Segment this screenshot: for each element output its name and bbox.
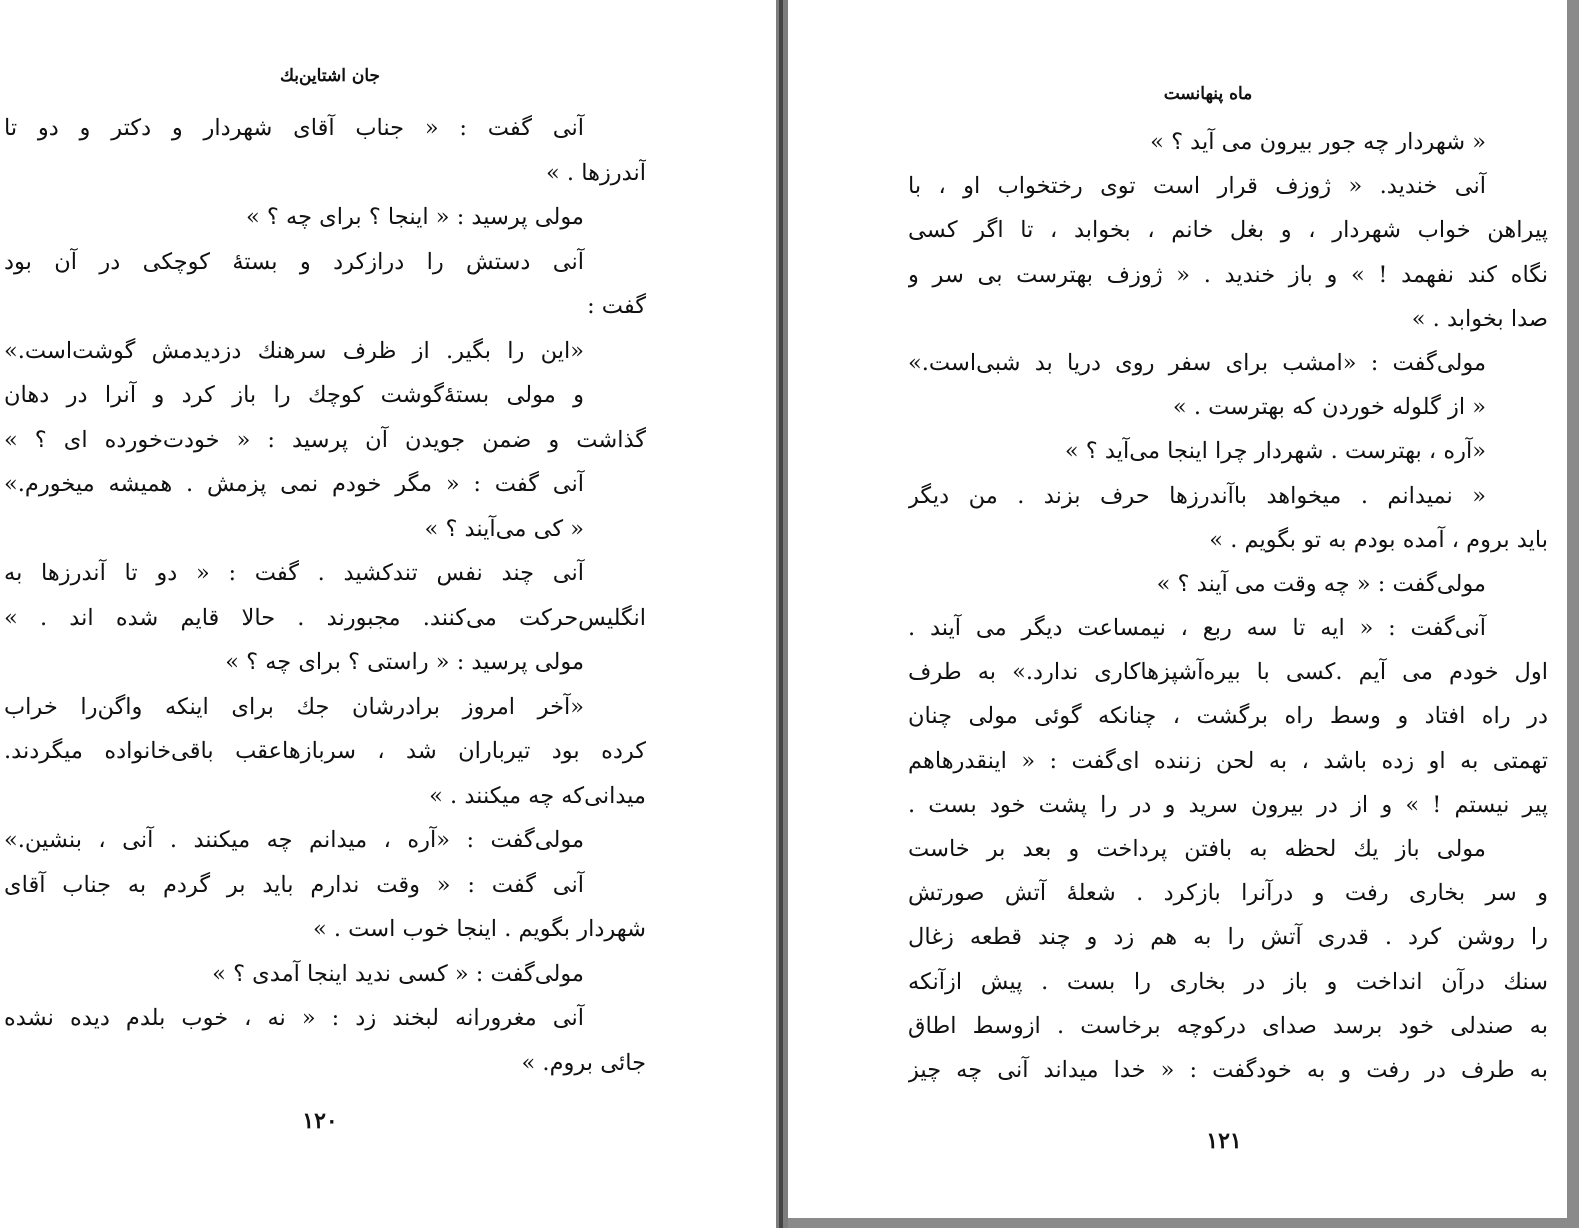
text-line: مولی‌گفت : «آره ، میدانم چه میکنند . آنی ، بنشین.» [4,827,584,853]
right-running-head: ماه پنهانست [1163,84,1253,104]
text-line: آنی چند نفس تندکشید . گفت : « دو تا آندرزها به [4,560,584,586]
text-line: نگاه کند نفهمد ! » و باز خندید . « ژوزف بهترست بی سر و [908,261,1548,288]
right-page-number: ۱۲۱ [1206,1128,1242,1154]
right-page [788,0,1579,1228]
text-line: مولی‌گفت : «امشب برای سفر روی دریا بد شبی‌است.» [908,349,1486,376]
text-line: انگلیس‌حرکت می‌کنند. مجبورند . حالا قایم شده اند . » [4,604,646,631]
text-line: آندرزها . » [546,159,646,186]
text-line: « شهردار چه جور بیرون می آید ؟ » [1150,129,1486,155]
left-page-number: ۱۲۰ [302,1108,338,1134]
text-line: مولی باز یك لحظه به بافتن پرداخت و بعد بر خاست [908,836,1486,862]
text-line: جائی بروم. » [521,1049,646,1076]
text-line: به طرف در رفت و به خودگفت : « خدا میداند آنی چه چیز [908,1056,1548,1083]
text-line: مولی‌گفت : « چه وقت می آیند ؟ » [1156,570,1486,597]
text-line: آنی گفت : « وقت ندارم باید بر گردم به جناب آقای [4,871,584,898]
text-line: آنی‌گفت : « ایه تا سه ربع ، نیمساعت دیگر می آیند . [908,615,1486,642]
text-line: «آره ، بهترست . شهردار چرا اینجا می‌آید ؟ » [1064,438,1486,465]
text-line: پیر نیستم ! » و از در بیرون سرید و در را پشت خود بست . [908,791,1548,818]
text-line: آنی خندید. « ژوزف قرار است توی رختخواب او ، با [908,173,1486,200]
left-running-head: جان اشتاین‌بك [279,66,381,86]
text-line: «این را بگیر. از ظرف سرهنك دزدیدمش گوشت‌است.» [4,337,584,364]
text-line: و مولی بستهٔ‌گوشت کوچك را باز کرد و آنرا در دهان [4,382,584,408]
left-page [0,0,778,1228]
text-line: صدا بخوابد . » [1411,305,1548,332]
text-line: شهردار بگویم . اینجا خوب است . » [312,916,646,942]
text-line: در راه افتاد و وسط راه برگشت ، چنانکه گوئی مولی چنان [908,703,1548,730]
text-line: میدانی‌که چه میکنند . » [429,782,646,809]
text-line: « از گلوله خوردن که بهترست . » [1172,394,1486,421]
text-line: تهمتی به او زده باشد ، به لحن زننده ای‌گفت : « اینقدرهاهم [908,747,1548,774]
text-line: گفت : [587,293,646,319]
text-line: آنی گفت : « جناب آقای شهردار و دکتر و دو تا [4,115,584,141]
text-line: « کی می‌آیند ؟ » [424,515,584,542]
text-line: آنی مغرورانه لبخند زد : « نه ، خوب بلدم دیده نشده [4,1005,584,1031]
text-line: « نمیدانم . میخواهد باآندرزها حرف بزند . من دیگر [908,482,1486,509]
text-line: آنی گفت : « مگر خودم نمی پزمش . همیشه میخورم.» [4,471,584,497]
text-line: مولی پرسید : « اینجا ؟ برای چه ؟ » [246,204,584,230]
text-line: پیراهن خواب شهردار ، و بغل خانم ، بخوابد ، تا اگر کسی [908,217,1548,244]
left-page-body [4,106,646,1085]
right-page-body [908,120,1548,1092]
text-line: باید بروم ، آمده بودم به تو بگویم . » [1209,526,1548,553]
text-line: «آخر امروز برادرشان جك برای اینکه واگن‌را خراب [4,693,584,720]
text-line: مولی پرسید : « راستی ؟ برای چه ؟ » [225,649,584,675]
text-line: سنك درآن انداخت و باز در بخاری را بست . پیش ازآنکه [908,968,1548,995]
text-line: و سر بخاری رفت و درآنرا بازکرد . شعلهٔ آتش صورتش [908,880,1548,907]
text-line: به صندلی خود برسد صدای درکوچه برخاست . ازوسط اطاق [908,1012,1548,1039]
text-line: کرده بود تیرباران شد ، سربازهاعقب باقی‌خانواده میگردند. [4,738,646,764]
text-line: آنی دستش را درازکرد و بستهٔ کوچکی در آن بود [4,248,584,275]
text-line: اول خودم می آیم .کسی با بیره‌آشپزهاکاری ندارد.» به طرف [908,659,1548,686]
book-gutter-shadow [779,0,783,1228]
text-line: مولی‌گفت : « کسی ندید اینجا آمدی ؟ » [212,960,584,987]
text-line: گذاشت و ضمن جویدن آن پرسید : « خودت‌خورده ای ؟ » [4,426,646,453]
text-line: را روشن کرد . قدری آتش را به هم زد و چند قطعه زغال [908,924,1548,951]
